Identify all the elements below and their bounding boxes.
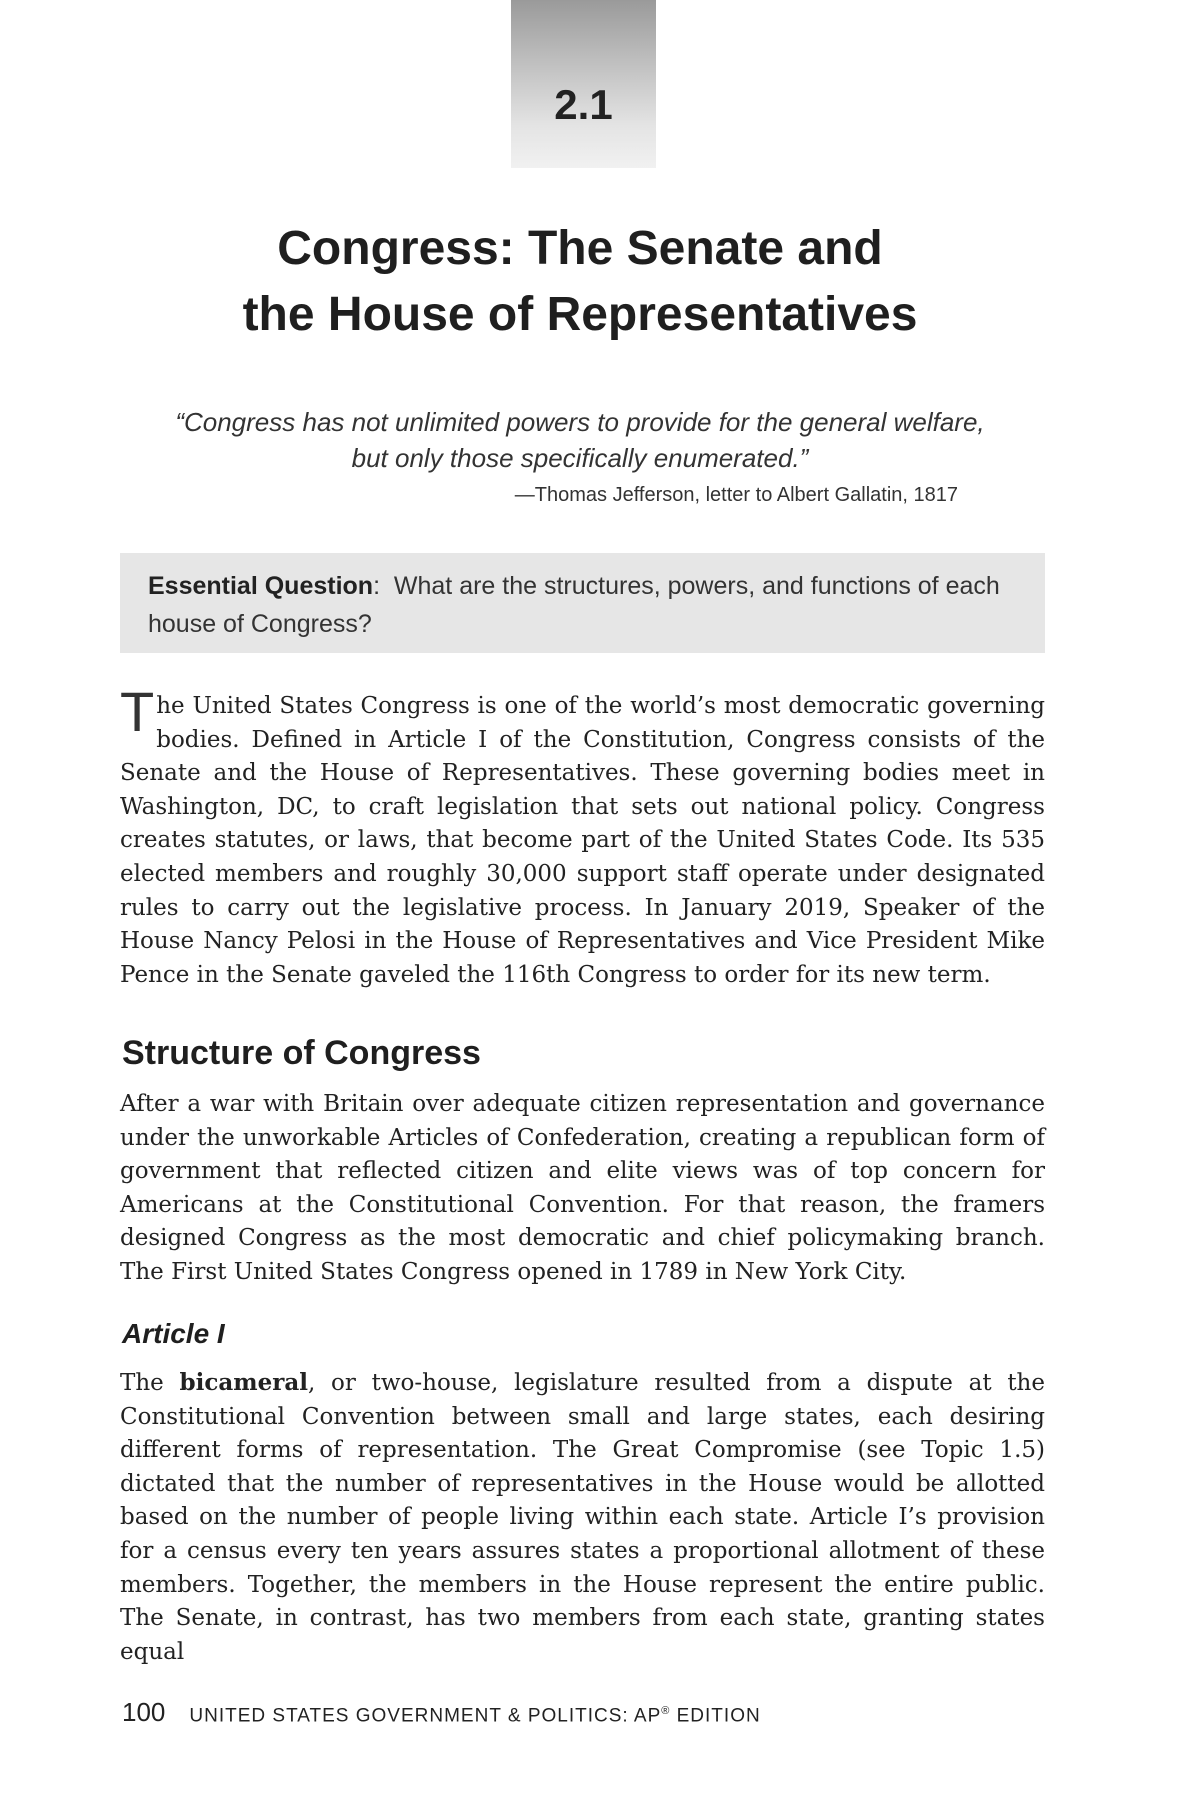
intro-paragraph bbox=[120, 680, 1045, 992]
article-text-rest: , or two-house, legislature resulted from a dispute at the Constitutional Convention between small and large states, each desiring different forms of representation. The Great Compromise (see Topic 1.5) dictated that the number of representatives in the House would be allotted based on the number of people living within each state. Article I’s provision for a census every ten years assures states a proportional allotment of these members. Together, the members in the House represent the entire public. The Senate, in contrast, has two members from each state, granting states equal bbox=[120, 1370, 1045, 1665]
title-line-2: the House of Representatives bbox=[242, 288, 918, 341]
bicameral-term: bicameral bbox=[179, 1369, 308, 1396]
structure-paragraph: After a war with Britain over adequate citizen representation and governance under the unworkable Articles of Confederation, creating a republican form of government that reflected citizen and elite views was of top concern for Americans at the Constitutional Convention. For that reason, the framers designed Congress as the most democratic and chief policymaking branch. The First United States Congress opened in 1789 in New York City. bbox=[120, 1091, 1045, 1285]
page-number: 100 bbox=[122, 1697, 166, 1727]
essential-question-label: Essential Question bbox=[148, 572, 374, 600]
chapter-tab bbox=[511, 0, 656, 168]
title-line-1: Congress: The Senate and bbox=[277, 222, 883, 275]
running-head-text: UNITED STATES GOVERNMENT & POLITICS: AP bbox=[189, 1705, 662, 1726]
epigraph-quote bbox=[120, 404, 1040, 476]
intro-text: he United States Congress is one of the world’s most democratic governing bodies. Defined in Article I of the Constitution, Congress consists of the Senate and the House of Representatives. These governing bodies meet in Washington, DC, to craft legislation that sets out national policy. Congress creates statutes, or laws, that become part of the United States Code. Its 535 elected members and roughly 30,000 support staff operate under designated rules to carry out the legislative process. In January 2019, Speaker of the House Nancy Pelosi in the House of Representatives and Vice President Mike Pence in the Senate gaveled the 116th Congress to order for its new term. bbox=[120, 693, 1045, 988]
quote-line-2: but only those specifically enumerated.” bbox=[351, 443, 809, 473]
article-paragraph bbox=[120, 1366, 1045, 1669]
section-heading-structure: Structure of Congress bbox=[122, 1034, 481, 1072]
subsection-heading-article-i: Article I bbox=[122, 1318, 225, 1349]
page-footer bbox=[122, 1697, 761, 1728]
quote-line-1: “Congress has not unlimited powers to provide for the general welfare, bbox=[175, 407, 985, 437]
chapter-number: 2.1 bbox=[554, 81, 613, 128]
article-text-start: The bbox=[120, 1370, 180, 1396]
epigraph-attribution: —Thomas Jefferson, letter to Albert Gallatin, 1817 bbox=[514, 484, 958, 506]
page-title bbox=[120, 216, 1040, 348]
essential-question-text: What are the structures, powers, and functions of each house of Congress? bbox=[148, 572, 1000, 638]
drop-cap: T bbox=[120, 680, 155, 743]
registered-mark: ® bbox=[661, 1704, 671, 1717]
running-head-edition: EDITION bbox=[670, 1705, 761, 1726]
running-head bbox=[189, 1705, 760, 1727]
essential-question-box: Essential Question: What are the structures, powers, and functions of each house of Congress? bbox=[120, 553, 1045, 653]
